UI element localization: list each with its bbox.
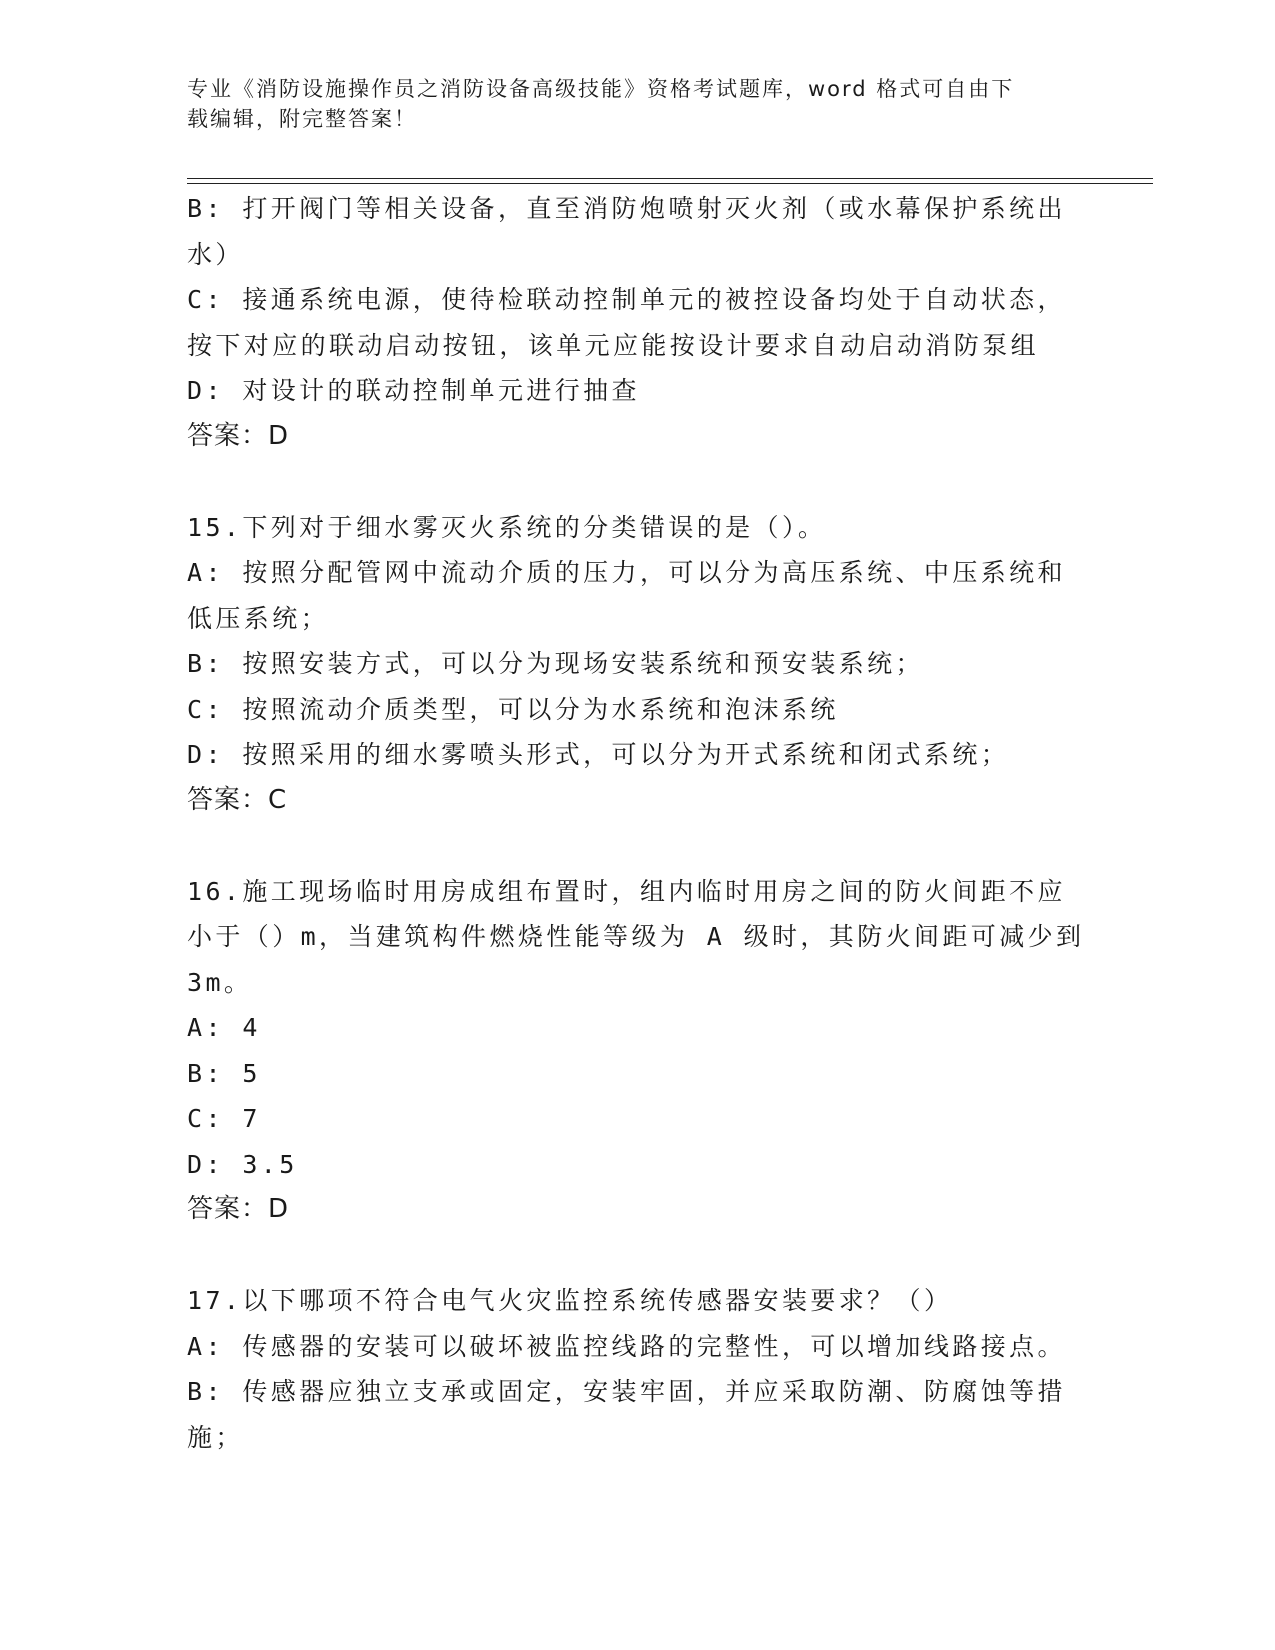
header-line-2: 载编辑，附完整答案！ [187,107,417,131]
question-15 [187,505,1067,824]
question-16 [187,869,1085,1233]
option-d: D: 按照采用的细水雾喷头形式，可以分为开式系统和闭式系统； [187,740,1010,769]
option-b: B: 5 [187,1058,261,1088]
spacer [187,1233,1067,1279]
option-b-line-1: B: 传感器应独立支承或固定，安装牢固，并应采取防潮、防腐蚀等措 [187,1377,1066,1406]
option-c-line-2: 按下对应的联动启动按钮，该单元应能按设计要求自动启动消防泵组 [187,330,1040,360]
option-b-line-2: 施； [187,1422,244,1452]
answer-line: 答案：D [187,1194,290,1224]
answer-line: 答案：D [187,420,290,451]
spacer [187,459,1067,505]
document-body [187,186,1085,1460]
answer-line: 答案：C [187,784,288,815]
option-d: D: 3.5 [187,1149,298,1179]
header-rule-bottom [187,183,1153,184]
question-stem-line-2: 小于（）m，当建筑构件燃烧性能等级为 A 级时，其防火间距可减少到 [187,922,1085,951]
option-a-line-1: A: 按照分配管网中流动介质的压力，可以分为高压系统、中压系统和 [187,558,1066,587]
question-14 [187,186,1067,459]
option-c: C: 按照流动介质类型，可以分为水系统和泡沫系统 [187,694,839,724]
document-header [187,74,1067,134]
header-rule-top [187,178,1153,179]
option-a-line-2: 低压系统； [187,603,330,633]
option-a: A: 4 [187,1013,261,1042]
option-d: D: 对设计的联动控制单元进行抽查 [187,376,640,405]
option-b: B: 按照安装方式，可以分为现场安装系统和预安装系统； [187,649,924,678]
question-17 [187,1278,1067,1460]
option-c: C: 7 [187,1104,261,1133]
option-b-line-1: B: 打开阀门等相关设备，直至消防炮喷射灭火剂（或水幕保护系统出 [187,194,1066,223]
option-c-line-1: C: 接通系统电源，使待检联动控制单元的被控设备均处于自动状态， [187,285,1066,314]
question-stem: 15.下列对于细水雾灭火系统的分类错误的是（）。 [187,512,827,542]
option-b-line-2: 水） [187,239,244,269]
question-stem-line-1: 16.施工现场临时用房成组布置时，组内临时用房之间的防火间距不应 [187,876,1066,906]
spacer [187,823,1067,869]
question-stem-line-3: 3m。 [187,967,253,997]
option-a: A: 传感器的安装可以破坏被监控线路的完整性，可以增加线路接点。 [187,1331,1066,1361]
header-line-1: 专业《消防设施操作员之消防设备高级技能》资格考试题库，word 格式可自由下 [187,77,1015,101]
question-stem: 17.以下哪项不符合电气火灾监控系统传感器安装要求？（） [187,1286,953,1315]
